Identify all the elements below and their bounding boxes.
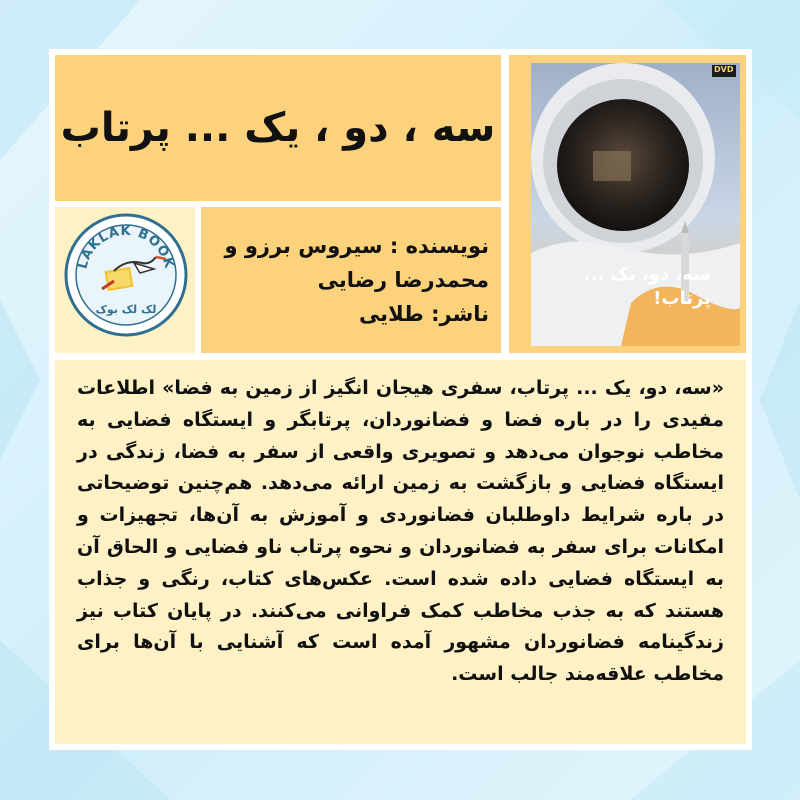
logo-name: LAKLAK BOOK [75, 223, 177, 271]
book-title: سه ، دو ، یک ... پرتاب [60, 105, 496, 151]
title-panel [55, 55, 501, 201]
book-cover-image [531, 63, 740, 346]
author-panel [201, 207, 501, 353]
publisher-text: ناشر: طلایی [358, 302, 489, 326]
book-description: «سه، دو، یک ... پرتاب، سفری هیجان انگیز از زمین به فضا» اطلاعات مفیدی را در باره فضا و فضانوردان، پرتابگر و ایستگاه فضایی به مخاطب نوجوان می‌دهد و تصویری واقعی از سفر به فضا، زندگی در ایستگاه فضایی و بازگشت به زمین ارائه می‌دهد. هم‌چنین توضیحاتی در باره شرایط داوطلبان فضانوردی و آموزش به آن‌ها، تجهیزات و امکانات برای سفر به فضانوردان و نحوه پرتاب ناو فضایی و الحاق آن به ایستگاه فضایی داده شده است. عکس‌های کتاب، رنگی و جذاب هستند که به جذب مخاطب کمک فراوانی می‌کنند. در پایان کتاب نیز زندگینامه فضانوردان مشهور آمده است که آشنایی با آن‌ها برای مخاطب علاقه‌مند جالب است. [77, 377, 724, 686]
author-text: نویسنده : سیروس برزو و [224, 234, 489, 258]
dvd-badge: DVD [714, 65, 734, 74]
laklak-logo [62, 211, 190, 339]
cover-title: سه، دو، یک ... پرتاب! [583, 264, 711, 309]
description-panel [55, 360, 746, 744]
author-text-continued: محمدرضا رضایی [317, 268, 489, 292]
logo-persian: لک لک بوک [95, 303, 157, 316]
